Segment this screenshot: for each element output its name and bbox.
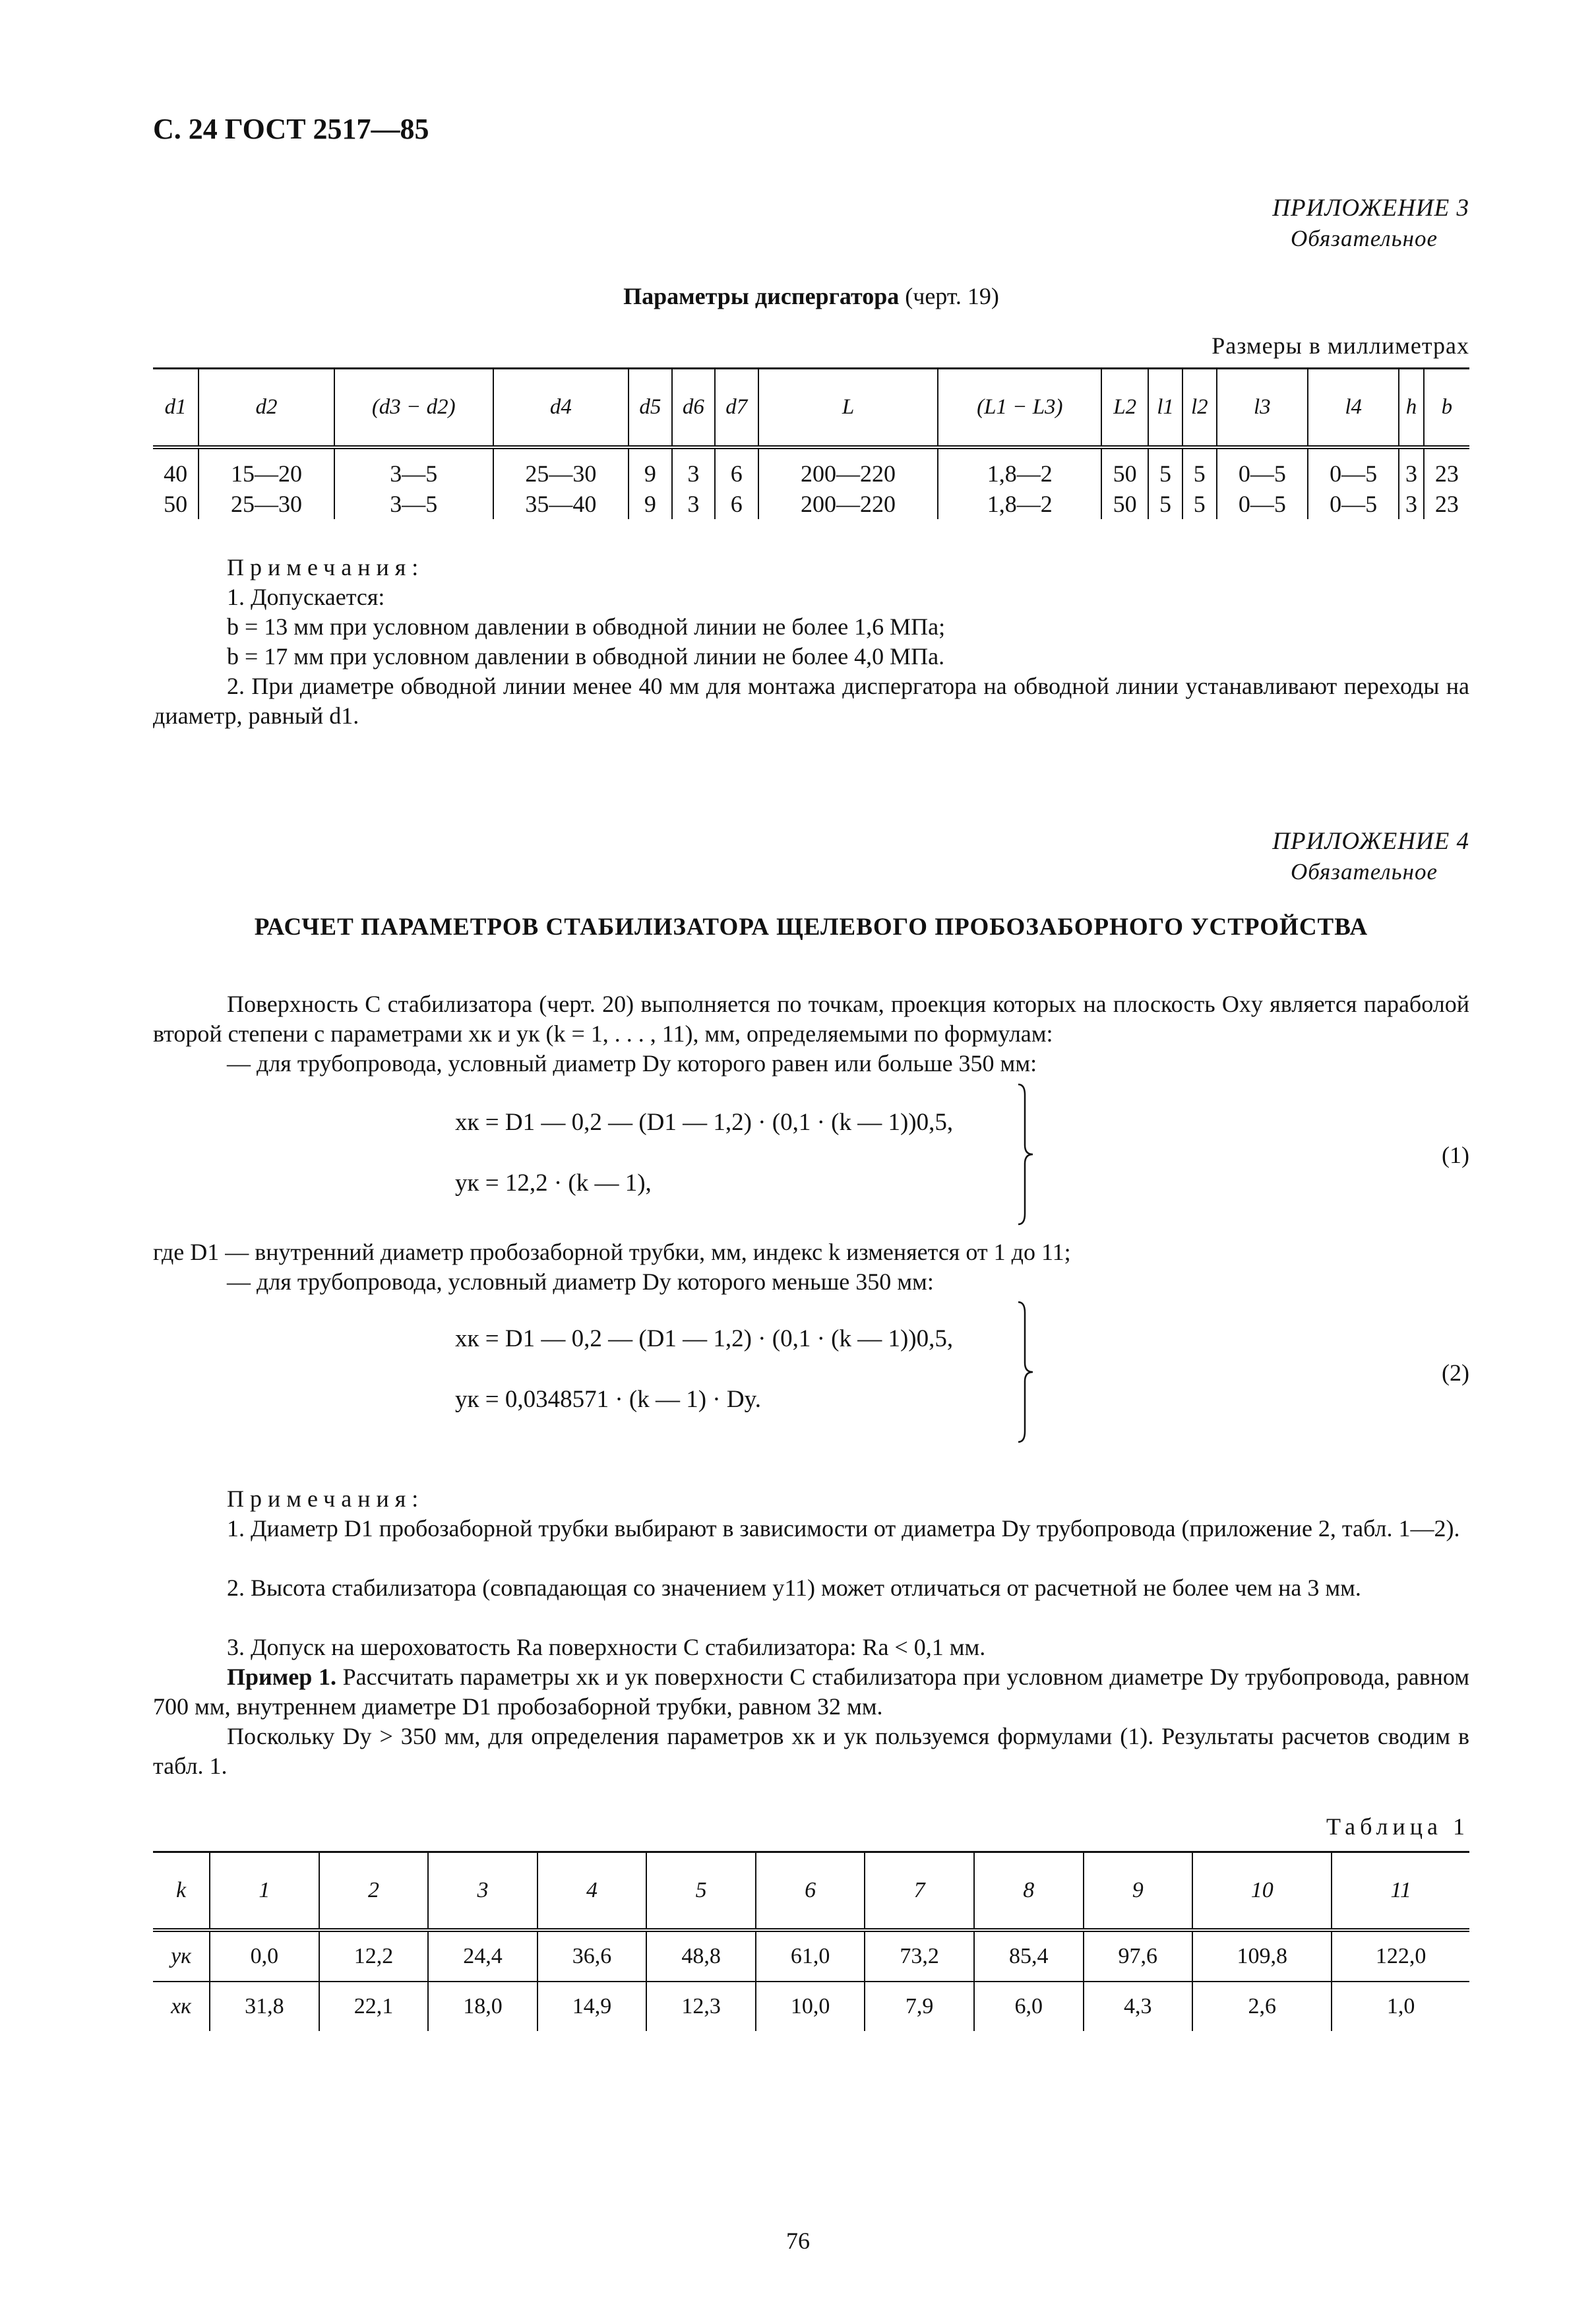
cell: 10,0 bbox=[756, 1982, 865, 2031]
cell: 15—20 bbox=[199, 447, 334, 489]
cell: 0,0 bbox=[210, 1930, 319, 1982]
where-text: где D1 — внутренний диаметр пробозаборной трубки, мм, индекс k изменяется от 1 до 11; bbox=[153, 1239, 1071, 1265]
cell: 6 bbox=[715, 489, 758, 519]
cell: 23 bbox=[1424, 447, 1469, 489]
cell: 7 bbox=[865, 1852, 974, 1931]
cell: 5 bbox=[1182, 447, 1217, 489]
cell: k bbox=[153, 1852, 210, 1931]
cell: 122,0 bbox=[1332, 1930, 1469, 1982]
cell: 3 bbox=[672, 447, 715, 489]
cell: 7,9 bbox=[865, 1982, 974, 2031]
dispergator-parameters-table bbox=[153, 367, 1469, 519]
case-1-text: — для трубопровода, условный диаметр Dy которого равен или больше 350 мм: bbox=[227, 1050, 1037, 1077]
cell: 48,8 bbox=[646, 1930, 756, 1982]
notes-title: Примечания: bbox=[227, 554, 425, 580]
cell: 97,6 bbox=[1084, 1930, 1193, 1982]
col-header: d7 bbox=[715, 369, 758, 448]
example-1 bbox=[153, 1662, 1469, 1722]
cell: xк bbox=[153, 1982, 210, 2031]
cell: 11 bbox=[1332, 1852, 1469, 1931]
appendix-3-status: Обязательное bbox=[1291, 226, 1438, 251]
table-row bbox=[153, 1852, 1469, 1931]
appendix-3-title: ПРИЛОЖЕНИЕ 3 bbox=[1272, 195, 1469, 222]
note-line: b = 17 мм при условном давлении в обводной линии не более 4,0 МПа. bbox=[227, 643, 945, 670]
cell: 12,2 bbox=[319, 1930, 429, 1982]
case-2-text: — для трубопровода, условный диаметр Dy которого меньше 350 мм: bbox=[227, 1268, 934, 1295]
note-line: b = 13 мм при условном давлении в обводной линии не более 1,6 МПа; bbox=[227, 613, 946, 640]
cell: 5 bbox=[1182, 489, 1217, 519]
cell: 25—30 bbox=[493, 447, 629, 489]
cell: 4,3 bbox=[1084, 1982, 1193, 2031]
table-row bbox=[153, 489, 1469, 519]
cell: yк bbox=[153, 1930, 210, 1982]
cell: 12,3 bbox=[646, 1982, 756, 2031]
example-text: Рассчитать параметры xк и yк поверхности C стабилизатора при условном диаметре Dy трубопровода, равном 700 мм, внутреннем диаметре D1 пробозаборной трубки, равном 32 мм. bbox=[153, 1664, 1469, 1720]
cell: 200—220 bbox=[758, 447, 938, 489]
note-2: 2. Высота стабилизатора (совпадающая со значением y11) может отличаться от расчетной не более чем на 3 мм. bbox=[227, 1575, 1361, 1601]
cell: 6 bbox=[756, 1852, 865, 1931]
cell: 22,1 bbox=[319, 1982, 429, 2031]
cell: 4 bbox=[537, 1852, 647, 1931]
cell: 85,4 bbox=[974, 1930, 1084, 1982]
cell: 109,8 bbox=[1192, 1930, 1332, 1982]
cell: 1 bbox=[210, 1852, 319, 1931]
cell: 6,0 bbox=[974, 1982, 1084, 2031]
cell: 1,8—2 bbox=[938, 447, 1101, 489]
cell: 36,6 bbox=[537, 1930, 647, 1982]
col-header: d1 bbox=[153, 369, 199, 448]
cell: 1,8—2 bbox=[938, 489, 1101, 519]
note-line: 1. Допускается: bbox=[227, 584, 385, 610]
cell: 2 bbox=[319, 1852, 429, 1931]
cell: 200—220 bbox=[758, 489, 938, 519]
cell: 3—5 bbox=[334, 447, 493, 489]
col-header: l2 bbox=[1182, 369, 1217, 448]
note-3: 3. Допуск на шероховатость Ra поверхности C стабилизатора: Ra < 0,1 мм. bbox=[227, 1634, 986, 1660]
col-header: h bbox=[1399, 369, 1423, 448]
col-header: d5 bbox=[629, 369, 671, 448]
table-row bbox=[153, 1930, 1469, 1982]
cell: 23 bbox=[1424, 489, 1469, 519]
cell: 5 bbox=[1148, 489, 1182, 519]
cell: 3 bbox=[1399, 447, 1423, 489]
table-1-label: Таблица 1 bbox=[1326, 1813, 1469, 1840]
notes-title-2: Примечания: bbox=[227, 1485, 425, 1512]
formula-2-y: yк = 0,0348571 · (k — 1) · Dy. bbox=[455, 1386, 761, 1413]
cell: 1,0 bbox=[1332, 1982, 1469, 2031]
cell: 40 bbox=[164, 460, 188, 487]
running-header: С. 24 ГОСТ 2517—85 bbox=[153, 113, 429, 145]
cell: 9 bbox=[629, 489, 671, 519]
cell: 3 bbox=[428, 1852, 537, 1931]
formula-1-y: yк = 12,2 · (k — 1), bbox=[455, 1170, 652, 1197]
col-header: d4 bbox=[493, 369, 629, 448]
appendix-4-title: ПРИЛОЖЕНИЕ 4 bbox=[1272, 828, 1469, 855]
cell: 8 bbox=[974, 1852, 1084, 1931]
cell: 14,9 bbox=[537, 1982, 647, 2031]
col-header: d6 bbox=[672, 369, 715, 448]
since-paragraph: Поскольку Dy > 350 мм, для определения параметров xк и yк пользуемся формулами (1). Результаты расчетов сводим в табл. 1. bbox=[153, 1723, 1469, 1779]
intro-paragraph: Поверхность C стабилизатора (черт. 20) выполняется по точкам, проекция которых на плоскость Oxy является параболой второй степени с параметрами xк и yк (k = 1, . . . , 11), мм, определяемыми по формулам: bbox=[153, 991, 1469, 1047]
cell: 18,0 bbox=[428, 1982, 537, 2031]
cell: 10 bbox=[1192, 1852, 1332, 1931]
units-note: Размеры в миллиметрах bbox=[1212, 332, 1469, 359]
cell: 0—5 bbox=[1217, 447, 1308, 489]
appendix-4-heading: РАСЧЕТ ПАРАМЕТРОВ СТАБИЛИЗАТОРА ЩЕЛЕВОГО ПРОБОЗАБОРНОГО УСТРОЙСТВА bbox=[254, 914, 1368, 941]
cell: 3 bbox=[1399, 489, 1423, 519]
cell: 25—30 bbox=[199, 489, 334, 519]
table-row bbox=[153, 1982, 1469, 2031]
cell: 0—5 bbox=[1308, 489, 1399, 519]
cell: 35—40 bbox=[493, 489, 629, 519]
cell: 3 bbox=[672, 489, 715, 519]
cell: 9 bbox=[1084, 1852, 1193, 1931]
cell: 61,0 bbox=[756, 1930, 865, 1982]
appendix-4-status: Обязательное bbox=[1291, 859, 1438, 885]
page-number: 76 bbox=[786, 2228, 810, 2254]
cell: 0—5 bbox=[1308, 447, 1399, 489]
heading-bold: Параметры диспергатора bbox=[623, 283, 900, 309]
cell: 31,8 bbox=[210, 1982, 319, 2031]
col-header: L2 bbox=[1101, 369, 1148, 448]
equation-number-1: (1) bbox=[1442, 1142, 1469, 1168]
example-label: Пример 1. bbox=[227, 1664, 336, 1690]
cell: 50 bbox=[1101, 447, 1148, 489]
table-1 bbox=[153, 1851, 1469, 2031]
appendix-3-heading bbox=[153, 282, 1469, 310]
formula-1-x: xк = D1 — 0,2 — (D1 — 1,2) · (0,1 · (k — 1))0,5, bbox=[455, 1109, 954, 1136]
note-1: 1. Диаметр D1 пробозаборной трубки выбирают в зависимости от диаметра Dy трубопровода (приложение 2, табл. 1—2). bbox=[227, 1515, 1460, 1542]
col-header: l3 bbox=[1217, 369, 1308, 448]
note-line: 2. При диаметре обводной линии менее 40 мм для монтажа диспергатора на обводной линии устанавливают переходы на диаметр, равный d1. bbox=[153, 673, 1469, 729]
cell: 2,6 bbox=[1192, 1982, 1332, 2031]
col-header: d2 bbox=[199, 369, 334, 448]
cell: 5 bbox=[646, 1852, 756, 1931]
brace-2 bbox=[1016, 1299, 1035, 1445]
col-header: b bbox=[1424, 369, 1469, 448]
cell: 5 bbox=[1148, 447, 1182, 489]
col-header: l1 bbox=[1148, 369, 1182, 448]
heading-rest: (черт. 19) bbox=[905, 283, 999, 309]
col-header: (d3 − d2) bbox=[334, 369, 493, 448]
cell: 24,4 bbox=[428, 1930, 537, 1982]
formula-2-x: xк = D1 — 0,2 — (D1 — 1,2) · (0,1 · (k — 1))0,5, bbox=[455, 1325, 954, 1352]
table-row bbox=[153, 447, 1469, 489]
cell: 3—5 bbox=[334, 489, 493, 519]
col-header: l4 bbox=[1308, 369, 1399, 448]
cell: 50 bbox=[1101, 489, 1148, 519]
col-header: (L1 − L3) bbox=[938, 369, 1101, 448]
cell: 73,2 bbox=[865, 1930, 974, 1982]
equation-number-2: (2) bbox=[1442, 1360, 1469, 1386]
cell: 6 bbox=[715, 447, 758, 489]
cell: 0—5 bbox=[1217, 489, 1308, 519]
cell: 50 bbox=[164, 491, 188, 517]
cell: 9 bbox=[629, 447, 671, 489]
col-header: L bbox=[758, 369, 938, 448]
brace-1 bbox=[1016, 1082, 1035, 1227]
